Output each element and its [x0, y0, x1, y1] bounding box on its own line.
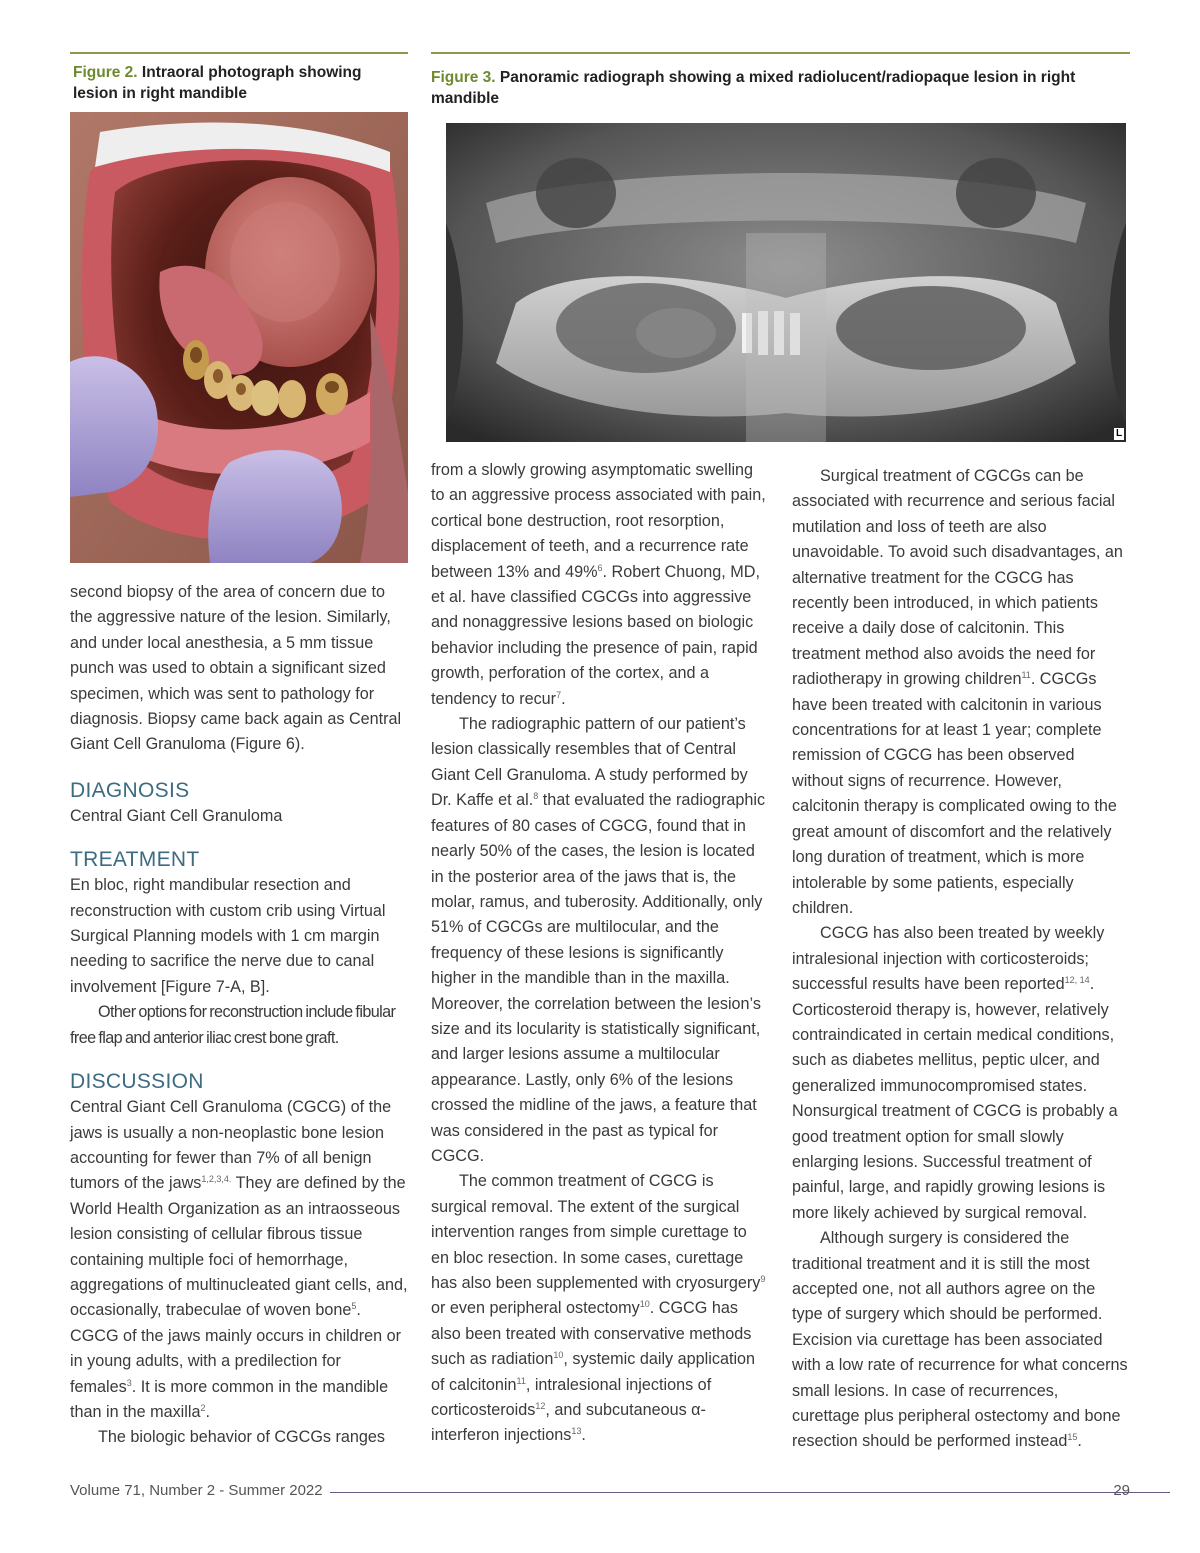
text-run: .	[561, 689, 566, 708]
citation: 9	[760, 1274, 766, 1284]
text-run: The radiographic pattern of our patient’s lesion classically resembles that of Central Giant Cell Granuloma. A study performed by Dr. Kaffe et al.	[431, 715, 748, 810]
citation: 10	[639, 1299, 650, 1310]
radiograph-side-marker: L	[1115, 428, 1123, 439]
text-run: that evaluated the radiographic features of 80 cases of CGCG, found that in nearly 50% of the cases, the lesion is located in the posterior area of the jaws that is, the molar, ramus, and tuberosity. Additionally, only 51% of CGCGs are multilocular, and the frequency of these lesions is significantly higher in the mandible than in the maxilla. Moreover, the correlation between the lesion’s size and its locularity is statistically significant, and larger lesions assume a multilocular appearance. Lastly, only 6% of the lesions crossed the midline of the jaws, a feature that was considered in the past as typical for CGCG.	[431, 791, 766, 1165]
text-run: .	[205, 1402, 210, 1421]
col1-intro: second biopsy of the area of concern due to the aggressive nature of the lesion. Similarly, and under local anesthesia, a 5 mm tissue punch was used to obtain a significant sized specimen, which was sent to pathology for diagnosis. Biopsy came back again as Central Giant Cell Granuloma (Figure 6).	[70, 583, 402, 754]
page-footer	[70, 1482, 1130, 1502]
citation: 3	[126, 1377, 132, 1388]
treatment-paragraph-1: En bloc, right mandibular resection and reconstruction with custom crib using Virtual Surgical Planning models with 1 cm margin needing to sacrifice the nerve due to canal involvement [Figure 7-A, B].	[70, 876, 386, 996]
footer-rule	[330, 1492, 1170, 1493]
text-run: from a slowly growing asymptomatic swelling to an aggressive process associated with pain, cortical bone destruction, root resorption, displacement of teeth, and a recurrence rate between 13% and 49%	[431, 461, 766, 581]
citation: 12	[535, 1401, 546, 1412]
discussion-paragraph-2: The biologic behavior of CGCGs ranges	[98, 1428, 386, 1447]
col2-paragraph-2	[431, 712, 769, 1169]
citation: 1,2,3,4.	[201, 1174, 232, 1185]
treatment-paragraph-2: Other options for reconstruction include fibular free flap and anterior iliac crest bone graft.	[70, 1003, 396, 1047]
figure3-label: Figure 3.	[431, 69, 496, 86]
discussion-paragraph-1	[70, 1095, 408, 1425]
text-run: Although surgery is considered the traditional treatment and it is still the most accepted one, not all authors agree on the type of surgery which should be performed. Excision via curettage has been associated with a low rate of recurrence for what concerns small lesions. In case of recurrences, curettage plus peripheral ostectomy and bone resection should be performed instead	[792, 1229, 1128, 1451]
text-run: .	[581, 1426, 586, 1445]
intraoral-photograph	[70, 112, 408, 563]
text-run: . CGCGs have been treated with calcitonin in various concentrations for at least 1 year; complete remission of CGCG has been observed without signs of recurrence. However, calcitonin therapy is complicated owing to the great amount of discomfort and the relatively long duration of treatment, which is more intolerable by some patients, especially children.	[792, 670, 1117, 917]
figure3-caption	[431, 67, 1130, 109]
text-run: , intralesional injections of corticosteroids	[431, 1375, 712, 1420]
figure2-label: Figure 2.	[73, 64, 138, 81]
col3-paragraph-1	[792, 464, 1130, 921]
citation: 6	[597, 562, 603, 573]
citation: 7	[556, 689, 562, 700]
citation: 5	[351, 1301, 357, 1312]
text-run: Surgical treatment of CGCGs can be associated with recurrence and serious facial mutilation and loss of teeth are also unavoidable. To avoid such disadvantages, an alternative treatment for the CGCG has recently been introduced, in which patients receive a daily dose of calcitonin. This treatment method also avoids the need for radiotherapy in growing children	[792, 467, 1123, 689]
figure2-caption-text: Intraoral photograph showing lesion in right mandible	[73, 64, 362, 102]
column-2	[431, 458, 769, 1449]
column-3	[792, 464, 1130, 1455]
citation: 11	[1021, 670, 1031, 681]
citation: 10	[553, 1350, 564, 1361]
diagnosis-heading: DIAGNOSIS	[70, 778, 190, 802]
text-run: , systemic daily application of calcitonin	[431, 1350, 756, 1394]
text-run: .	[1077, 1432, 1082, 1451]
citation: 11	[516, 1375, 526, 1386]
text-run: The common treatment of CGCG is surgical removal. The extent of the surgical intervention ranges from simple curettage to en bloc resection. In some cases, curettage has also been supplemented with cryosurgery	[431, 1172, 761, 1292]
citation: 13	[571, 1426, 582, 1437]
text-run: . CGCG has also been treated with conservative methods such as radiation	[431, 1299, 752, 1369]
discussion-heading: DISCUSSION	[70, 1070, 204, 1094]
issue-info: Volume 71, Number 2 - Summer 2022	[70, 1482, 323, 1499]
col2-paragraph-3	[431, 1169, 769, 1448]
figure2-caption	[73, 62, 403, 104]
citation: 8	[533, 791, 539, 802]
text-run: They are defined by the World Health Organization as an intraosseous lesion consisting of cellular fibrous tissue containing multiple foci of hemorrhage, aggregations of multinucleated giant cells, and, occasionally, trabeculae of woven bone	[70, 1174, 408, 1320]
citation: 2	[200, 1402, 206, 1413]
panoramic-radiograph	[446, 123, 1126, 442]
text-run: Central Giant Cell Granuloma (CGCG) of the jaws is usually a non-neoplastic bone lesion accounting for fewer than 7% of all benign tumors of the jaws	[70, 1098, 392, 1193]
figure3-top-rule	[431, 52, 1130, 54]
text-run: . It is more common in the mandible than in the maxilla	[70, 1377, 389, 1421]
figure2-top-rule	[70, 52, 408, 54]
text-run: . Robert Chuong, MD, et al. have classified CGCGs into aggressive and nonaggressive lesions based on biologic behavior including the presence of pain, rapid growth, perforation of the cortex, and a tendency to recur	[431, 562, 760, 708]
intraoral-photograph-drawing	[70, 112, 408, 563]
page-number: 29	[1113, 1482, 1130, 1499]
figure3-caption-text: Panoramic radiograph showing a mixed radiolucent/radiopaque lesion in right mandible	[431, 69, 1076, 107]
text-run: , and subcutaneous α-interferon injections	[431, 1401, 706, 1445]
col3-paragraph-2	[792, 921, 1130, 1226]
diagnosis-text: Central Giant Cell Granuloma	[70, 806, 283, 825]
citation: 12, 14	[1064, 975, 1090, 986]
text-run: CGCG has also been treated by weekly intralesional injection with corticosteroids; successful results have been reported	[792, 924, 1105, 994]
col3-paragraph-3	[792, 1226, 1130, 1455]
column-1	[70, 580, 408, 1451]
col2-paragraph-1	[431, 458, 769, 712]
panoramic-radiograph-drawing	[446, 123, 1126, 442]
treatment-heading: TREATMENT	[70, 848, 200, 872]
text-run: or even peripheral ostectomy	[431, 1299, 640, 1318]
text-run: . CGCG of the jaws mainly occurs in children or in young adults, with a predilection for females	[70, 1301, 402, 1396]
citation: 15	[1067, 1432, 1078, 1443]
text-run: . Corticosteroid therapy is, however, relatively contraindicated in certain medical conditions, such as diabetes mellitus, peptic ulcer, and generalized immunocompromised states. Nonsurgical treatment of CGCG is probably a good treatment option for small slowly enlarging lesions. Successful treatment of painful, large, and rapidly growing lesions is more likely achieved by surgical removal.	[792, 975, 1118, 1222]
